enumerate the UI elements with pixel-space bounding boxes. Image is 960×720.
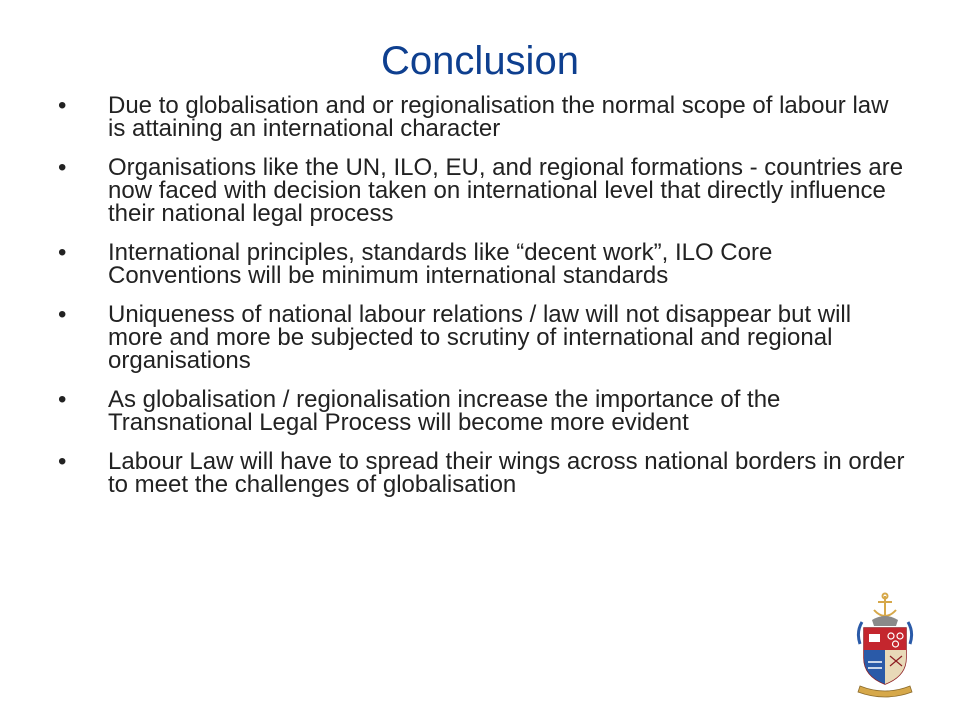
bullet-dot: •: [58, 301, 67, 328]
slide-title: Conclusion: [381, 39, 579, 83]
bullet-item: [56, 388, 906, 434]
bullet-text: As globalisation / regionalisation increase the importance of the Transnational Legal Process will become more evident: [108, 386, 781, 436]
bullet-item: [56, 450, 906, 496]
bullet-item: [56, 303, 906, 372]
bullet-item: [56, 156, 906, 225]
bullet-dot: •: [58, 386, 67, 413]
bullet-text: International principles, standards like “decent work”, ILO Core Conventions will be minimum international standards: [108, 239, 773, 289]
bullet-item: [56, 94, 906, 140]
bullet-item: [56, 241, 906, 287]
bullet-text: Organisations like the UN, ILO, EU, and regional formations - countries are now faced with decision taken on international level that directly influence their national legal process: [108, 154, 904, 227]
bullet-dot: •: [58, 239, 67, 266]
bullet-text: Uniqueness of national labour relations / law will not disappear but will more and more be subjected to scrutiny of international and regional organisations: [108, 301, 852, 374]
bullet-dot: •: [58, 92, 67, 119]
bullet-dot: •: [58, 448, 67, 475]
bullet-text: Labour Law will have to spread their wings across national borders in order to meet the challenges of globalisation: [108, 448, 905, 498]
bullet-list: [56, 94, 906, 512]
university-crest-icon: [850, 592, 920, 702]
bullet-dot: •: [58, 154, 67, 181]
bullet-text: Due to globalisation and or regionalisation the normal scope of labour law is attaining an international character: [108, 92, 889, 142]
